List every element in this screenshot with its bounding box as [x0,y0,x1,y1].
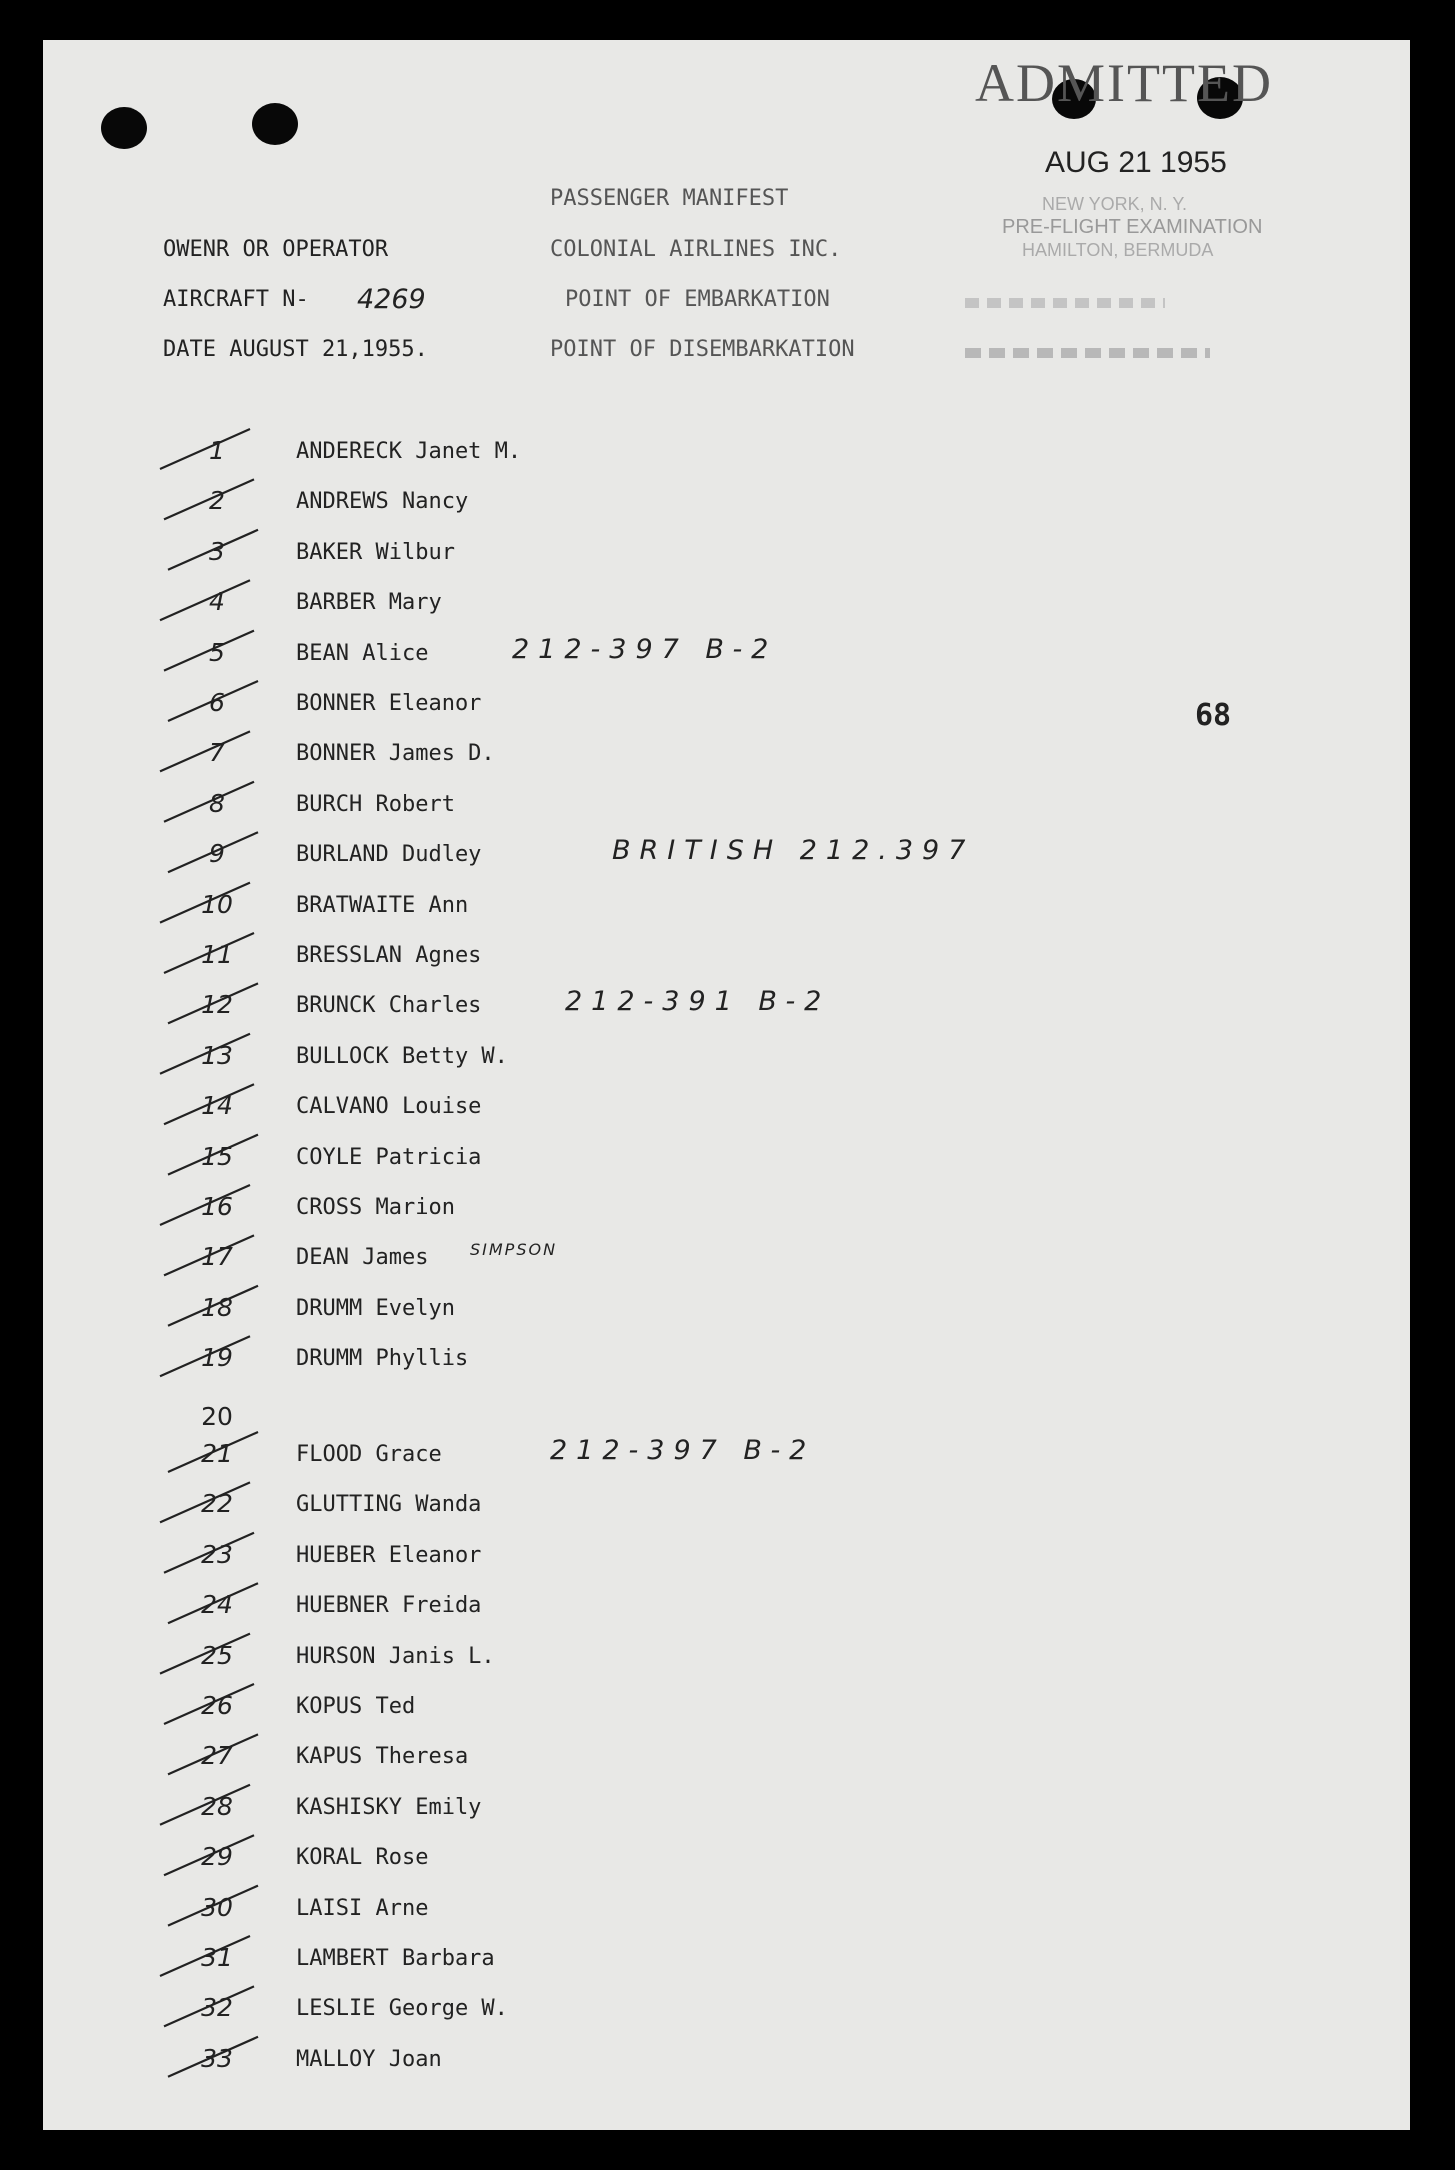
check-mark [168,530,258,570]
check-mark [168,2037,258,2077]
aircraft-label: AIRCRAFT N- [163,287,309,312]
check-mark [168,1432,258,1472]
date-label: DATE AUGUST 21,1955. [163,337,428,362]
check-mark [160,580,250,620]
passenger-number: 21 [201,1439,233,1468]
check-mark [168,1583,258,1623]
handwritten-note: 212-397 B-2 [550,1435,816,1466]
passenger-number: 6 [209,688,225,717]
passenger-number: 18 [201,1292,233,1322]
passenger-number: 16 [201,1192,233,1221]
check-mark [160,883,250,923]
passenger-number: 14 [201,1091,233,1121]
check-mark [160,1634,250,1674]
passenger-number: 23 [201,1539,233,1569]
passenger-name: COYLE Patricia [296,1144,482,1170]
passenger-name: BULLOCK Betty W. [296,1043,508,1069]
check-mark [160,429,250,469]
passenger-number: 33 [201,2043,233,2073]
check-mark [168,1734,258,1774]
check-mark [160,1482,250,1522]
check-mark [168,832,258,872]
passenger-name: DRUMM Phyllis [296,1346,469,1372]
passenger-number: 2 [209,486,225,516]
passenger-name: BARBER Mary [296,590,442,616]
passenger-name: BRUNCK Charles [296,993,482,1019]
passenger-number: 5 [209,637,225,667]
passenger-name: BONNER James D. [296,741,495,767]
passenger-name: BURCH Robert [296,791,455,817]
passenger-name: BAKER Wilbur [296,539,455,565]
passenger-number: 29 [201,1842,233,1872]
check-mark [168,681,258,721]
passenger-name: MALLOY Joan [296,2046,442,2072]
check-mark [164,1533,254,1573]
passenger-name: KASHISKY Emily [296,1794,482,1820]
passenger-number: 3 [209,536,225,566]
stamp-office: HAMILTON, BERMUDA [1022,240,1214,260]
passenger-number: 10 [201,889,233,919]
passenger-name: LESLIE George W. [296,1996,508,2022]
check-mark [164,479,254,519]
passenger-name: GLUTTING Wanda [296,1492,482,1518]
stamp-examination: PRE-FLIGHT EXAMINATION [1002,216,1263,238]
passenger-number: 26 [201,1691,233,1720]
aircraft-number: 4269 [357,284,426,315]
passenger-name: LAISI Arne [296,1895,429,1921]
owner-label: OWENR OR OPERATOR [163,237,389,262]
passenger-name: BEAN Alice [296,640,429,666]
passenger-number: 32 [201,1993,233,2023]
manifest-title: PASSENGER MANIFEST [550,186,789,211]
embarkation-label: POINT OF EMBARKATION [565,287,830,312]
passenger-number: 30 [201,1892,233,1922]
handwritten-note: BRITISH 212.397 [612,835,975,867]
check-mark [164,1235,254,1275]
passenger-name: DEAN James [296,1245,429,1271]
passenger-number: 19 [201,1343,233,1373]
check-mark [164,1835,254,1875]
passenger-name: KAPUS Theresa [296,1744,469,1770]
passenger-number: 20 [201,1401,233,1431]
passenger-number: 27 [201,1741,233,1771]
check-mark [164,1684,254,1724]
passenger-name: BRATWAITE Ann [296,892,469,918]
passenger-number: 1 [209,436,225,465]
passenger-number: 28 [201,1791,233,1821]
passenger-name: CALVANO Louise [296,1094,482,1120]
passenger-number: 4 [209,587,225,617]
owner-value: COLONIAL AIRLINES INC. [550,237,842,262]
passenger-number: 9 [209,839,225,869]
check-mark [164,631,254,671]
passenger-name: KORAL Rose [296,1845,429,1871]
check-mark [164,1986,254,2026]
check-mark [168,1286,258,1326]
passenger-number: 8 [209,788,225,818]
handwritten-note: SIMPSON [470,1240,558,1260]
check-mark [160,1034,250,1074]
passenger-number: 11 [201,940,233,969]
check-mark [168,1886,258,1926]
check-mark [164,1084,254,1124]
passenger-name: HUEBNER Freida [296,1593,482,1619]
passenger-name: HUEBER Eleanor [296,1542,482,1568]
check-mark [164,933,254,973]
passenger-name: CROSS Marion [296,1195,455,1220]
passenger-name: LAMBERT Barbara [296,1946,495,1971]
stamp-location: NEW YORK, N. Y. [1042,194,1188,214]
passenger-name: KOPUS Ted [296,1694,416,1719]
stamp-date: AUG 21 1955 [1045,146,1227,179]
passenger-name: DRUMM Evelyn [296,1295,455,1321]
passenger-number: 15 [201,1141,233,1171]
passenger-number: 13 [201,1040,233,1070]
check-mark [160,731,250,771]
check-mark [160,1785,250,1825]
handwritten-note: 212-391 B-2 [565,986,831,1018]
passenger-name: BONNER Eleanor [296,691,482,716]
check-mark [168,983,258,1023]
page-number: 68 [1195,698,1232,733]
passenger-number: 22 [201,1489,233,1519]
check-mark [160,1336,250,1376]
check-mark [160,1185,250,1225]
passenger-name: ANDREWS Nancy [296,489,469,515]
passenger-number: 7 [209,738,225,768]
handwritten-note: 212-397 B-2 [512,633,778,665]
passenger-number: 25 [201,1640,233,1670]
passenger-number: 17 [201,1242,233,1272]
passenger-number: 24 [201,1590,233,1620]
passenger-number: 12 [201,990,233,1020]
check-mark [164,782,254,822]
admitted-stamp: ADMITTED [975,53,1273,113]
passenger-name: BURLAND Dudley [296,842,482,868]
passenger-name: FLOOD Grace [296,1442,442,1467]
disembarkation-label: POINT OF DISEMBARKATION [550,337,855,362]
check-mark [168,1135,258,1175]
passenger-name: HURSON Janis L. [296,1643,495,1669]
passenger-name: BRESSLAN Agnes [296,943,482,968]
passenger-name: ANDERECK Janet M. [296,439,522,464]
check-mark [160,1936,250,1976]
passenger-number: 31 [201,1943,233,1972]
